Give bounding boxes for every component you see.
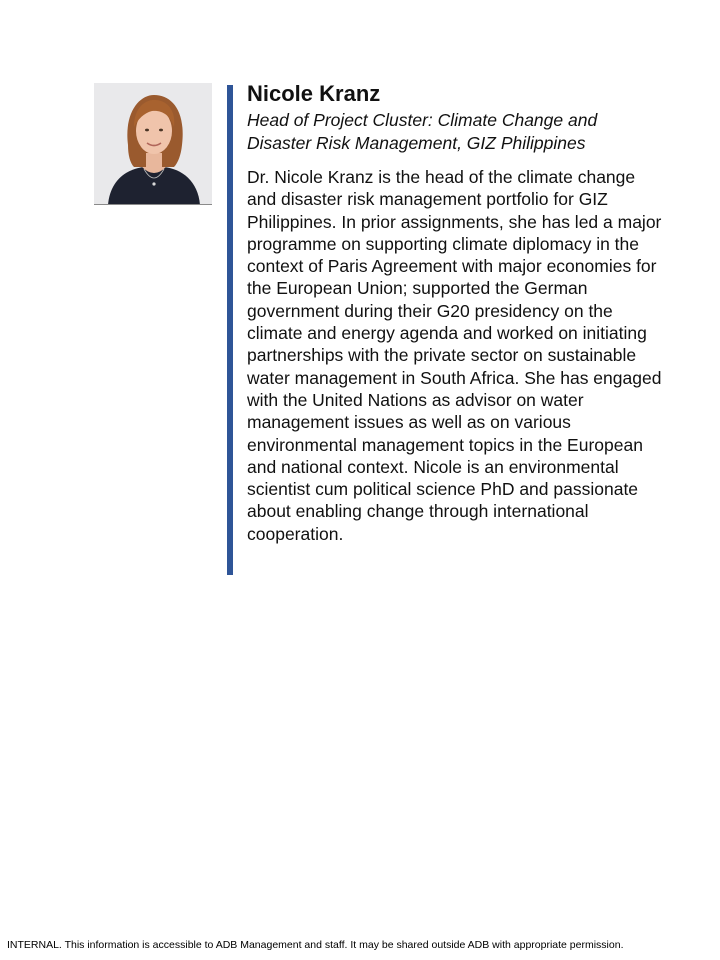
- profile-photo: [94, 83, 212, 205]
- accent-bar: [227, 85, 233, 575]
- portrait-image: [94, 83, 212, 205]
- profile-bio: Dr. Nicole Kranz is the head of the climate change and disaster risk management portfolio for GIZ Philippines. In prior assignments, she has led a major programme on supporting climate diplomacy in the context of Paris Agreement with major economies for the European Union; supported the German government during their G20 presidency on the climate and energy agenda and worked on initiating partnerships with the private sector on sustainable water management in South Africa. She has engaged with the United Nations as advisor on water management issues as well as on various environmental management topics in the European and national context. Nicole is an environmental scientist cum political science PhD and passionate about enabling change through international cooperation.: [247, 167, 662, 544]
- footer-notice: INTERNAL. This information is accessible to ADB Management and staff. It may be shared outside ADB with appropriate permission.: [7, 939, 624, 951]
- profile-title: Head of Project Cluster: Climate Change and Disaster Risk Management, GIZ Philippines: [247, 110, 598, 153]
- profile-name: Nicole Kranz: [247, 81, 381, 106]
- photo-divider: [94, 204, 212, 205]
- profile-content: [247, 80, 687, 545]
